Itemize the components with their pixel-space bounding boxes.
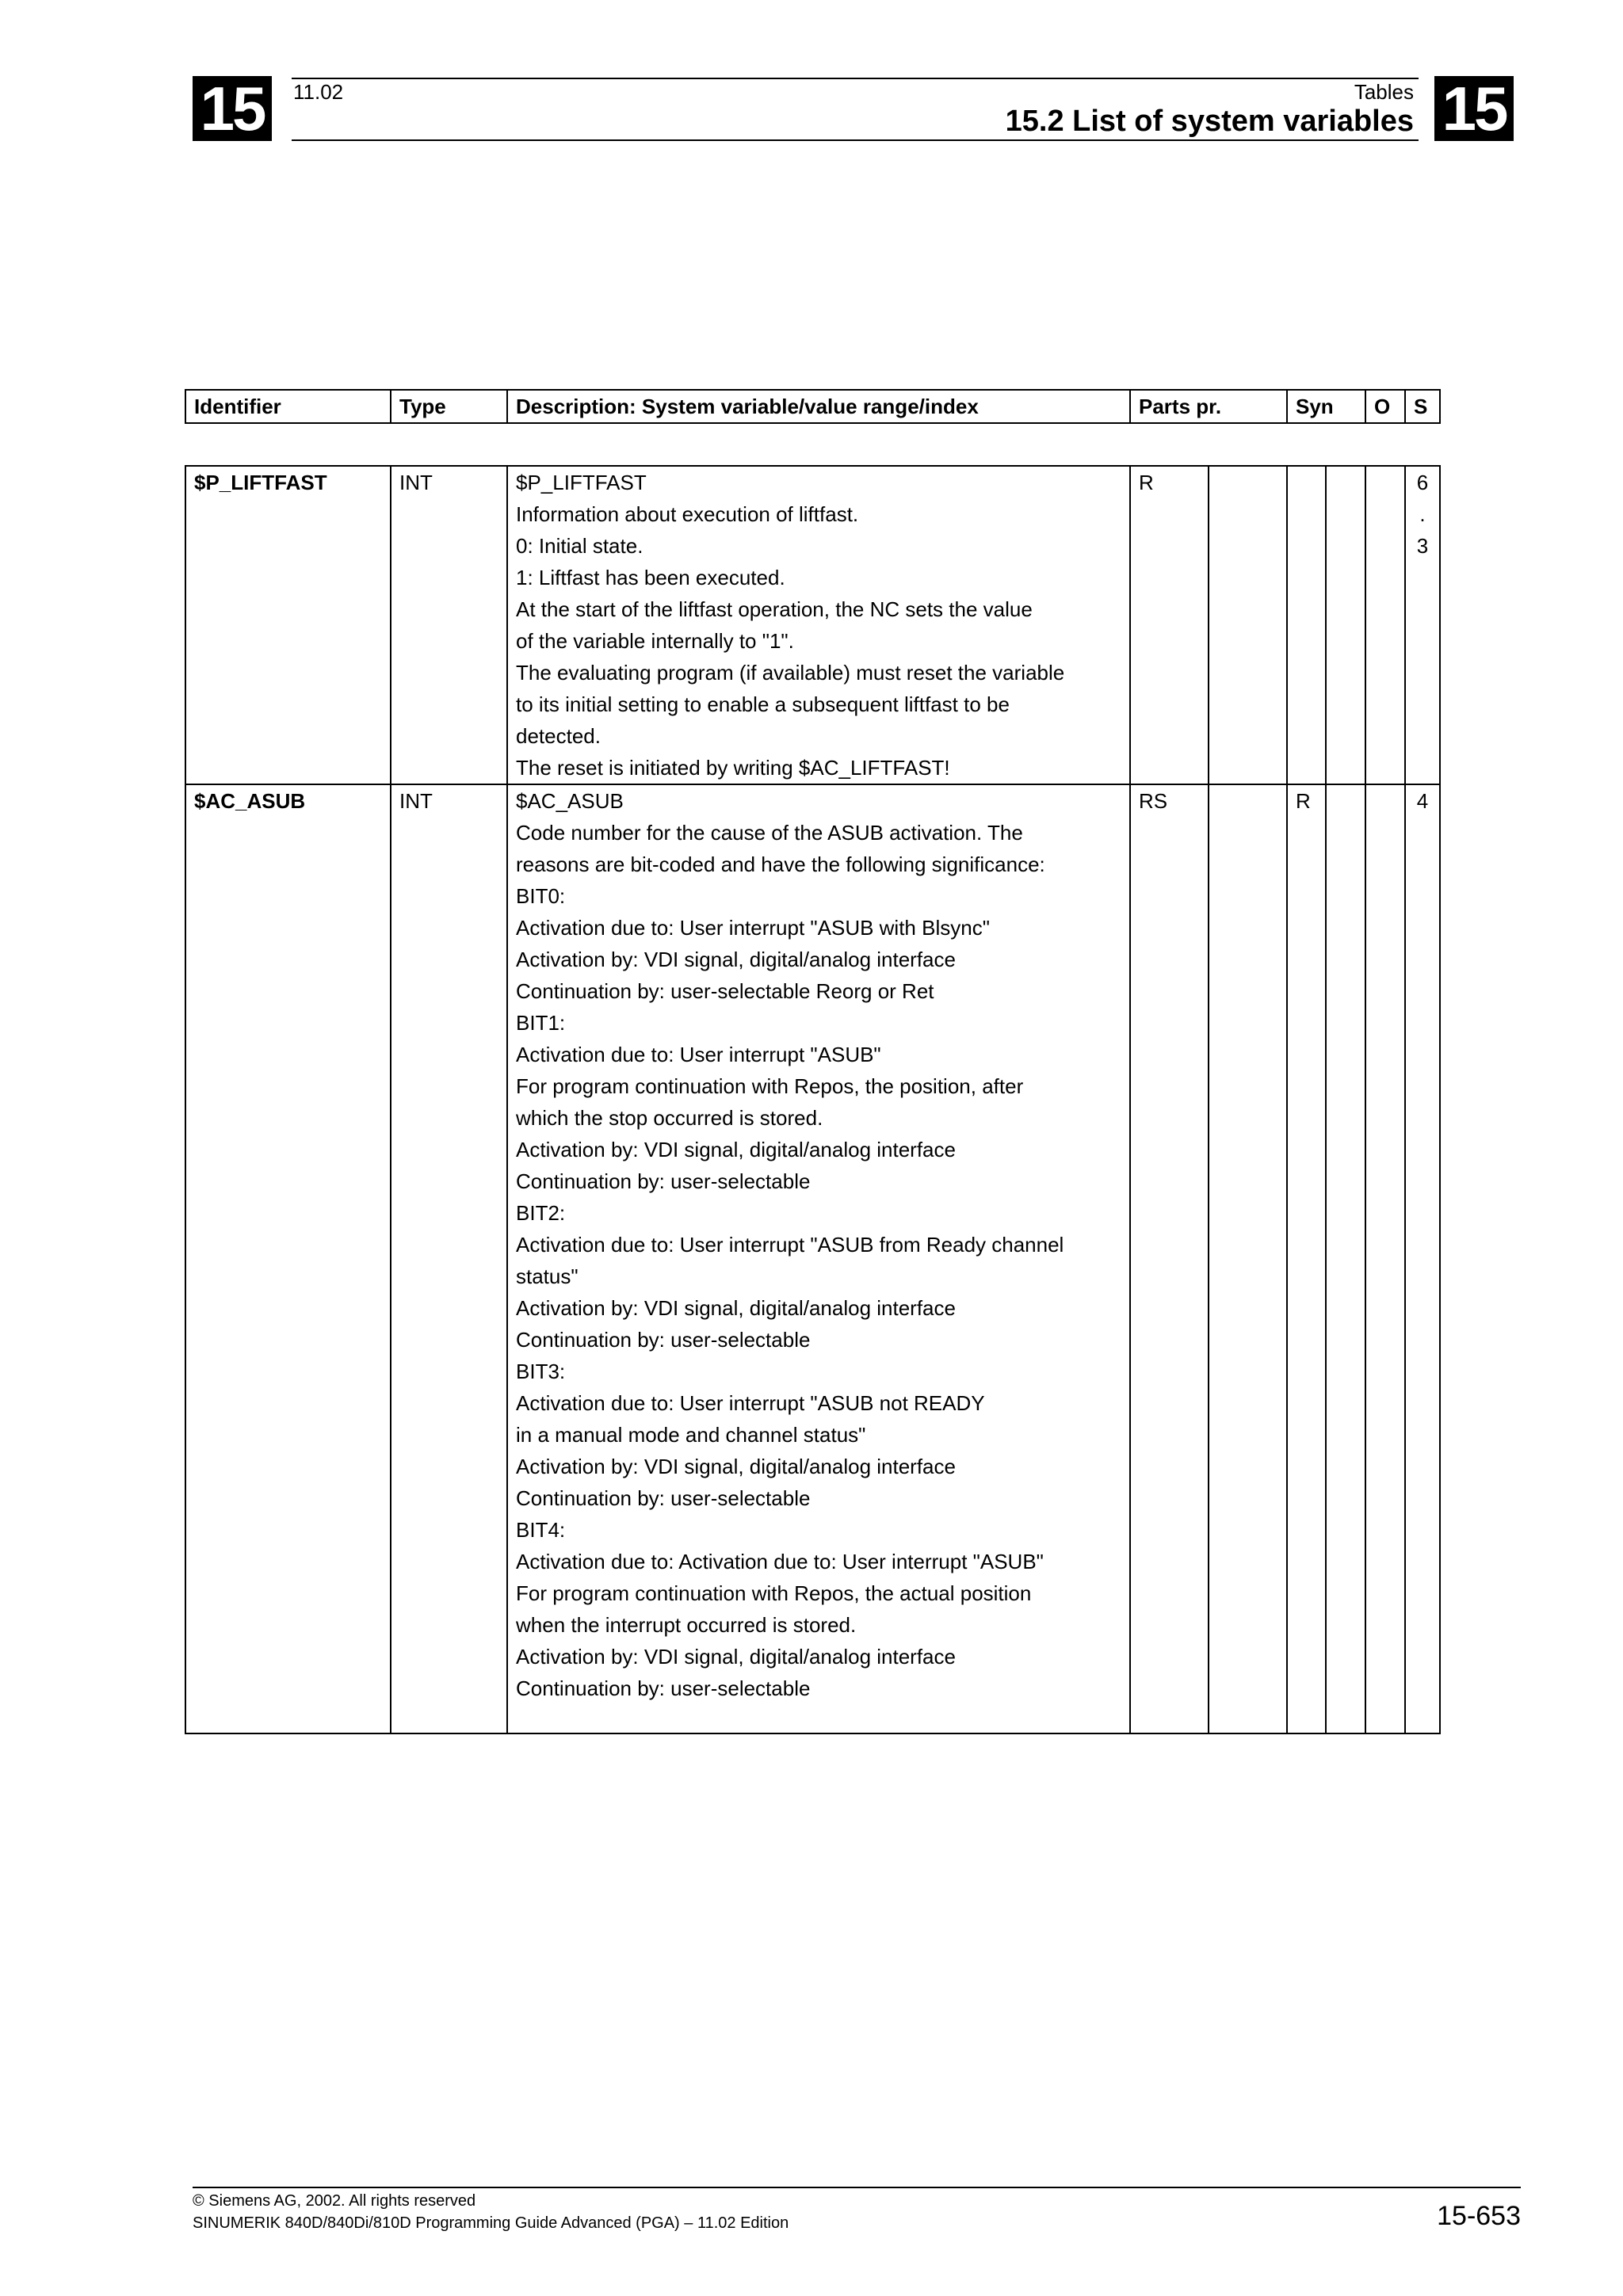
description-line: BIT1: [516,1011,566,1035]
o-cell [1365,466,1405,784]
type-cell: INT [391,466,507,784]
description-line: For program continuation with Repos, the position, after [516,1074,1024,1098]
description-line: Activation by: VDI signal, digital/analog interface [516,1138,956,1161]
description-line: in a manual mode and channel status" [516,1423,866,1447]
description-line: Continuation by: user-selectable [516,1169,811,1193]
description-line: of the variable internally to "1". [516,629,794,653]
column-header-o: O [1365,390,1405,423]
syn-subcell [1326,466,1365,784]
s-value-part: 3 [1416,534,1429,558]
column-header-type: Type [391,390,507,423]
description-line: status" [516,1264,579,1288]
description-line: Activation by: VDI signal, digital/analog interface [516,1645,956,1669]
table-row [185,466,1440,784]
description-line: Continuation by: user-selectable Reorg or Ret [516,979,934,1003]
parts-pr-cell: RS [1130,784,1209,1733]
column-header-s: S [1405,390,1440,423]
description-line: Activation by: VDI signal, digital/analog interface [516,1455,956,1478]
description-line: 0: Initial state. [516,534,643,558]
description-line: $AC_ASUB [516,789,624,813]
description-line: Information about execution of liftfast. [516,502,859,526]
footer-document-title: SINUMERIK 840D/840Di/810D Programming Guide Advanced (PGA) – 11.02 Edition [193,2214,789,2232]
s-cell [1405,784,1440,1733]
column-header-parts-pr: Parts pr. [1130,390,1287,423]
description-line: to its initial setting to enable a subsequent liftfast to be [516,692,1010,716]
description-line: Continuation by: user-selectable [516,1676,811,1700]
identifier-cell: $P_LIFTFAST [185,466,391,784]
description-line: BIT2: [516,1201,566,1225]
identifier-cell: $AC_ASUB [185,784,391,1733]
description-line: BIT3: [516,1360,566,1383]
page-number: 15-653 [1437,2201,1521,2231]
description-cell [507,784,1130,1733]
description-line: Activation by: VDI signal, digital/analog interface [516,1296,956,1320]
column-header-syn: Syn [1287,390,1365,423]
description-line: Activation due to: User interrupt "ASUB" [516,1043,881,1066]
description-line: Activation due to: User interrupt "ASUB with Blsync" [516,916,990,940]
description-line: Continuation by: user-selectable [516,1486,811,1510]
s-cell [1405,466,1440,784]
syn-subcell [1326,784,1365,1733]
column-header-table [185,389,1441,424]
description-line: BIT0: [516,884,566,908]
chapter-number-badge-right: 15 [1434,76,1514,141]
chapter-number-badge: 15 [193,76,272,141]
description-line: Activation due to: User interrupt "ASUB from Ready channel [516,1233,1064,1257]
column-header-description: Description: System variable/value range/index [507,390,1130,423]
table-row [185,784,1440,1733]
description-line: The evaluating program (if available) must reset the variable [516,661,1065,685]
description-line: Activation due to: User interrupt "ASUB not READY [516,1391,985,1415]
syn-cell: R [1287,784,1326,1733]
description-line: BIT4: [516,1518,566,1542]
description-line: detected. [516,724,601,748]
footer-rule [193,2187,1521,2188]
o-cell [1365,784,1405,1733]
description-line: 1: Liftfast has been executed. [516,566,785,589]
description-line: which the stop occurred is stored. [516,1106,823,1130]
column-header-identifier: Identifier [185,390,391,423]
description-line: Activation due to: Activation due to: User interrupt "ASUB" [516,1550,1044,1573]
parts-pr-subcell [1209,784,1287,1733]
syn-cell [1287,466,1326,784]
description-line: Continuation by: user-selectable [516,1328,811,1352]
header-date: 11.02 [293,80,344,104]
s-value-part: 6 [1416,471,1429,494]
page-title: 15.2 List of system variables [1005,105,1414,138]
parts-pr-cell: R [1130,466,1209,784]
header-rule-top [292,78,1419,79]
description-line: For program continuation with Repos, the actual position [516,1581,1032,1605]
type-cell: INT [391,784,507,1733]
s-value-part: 4 [1416,789,1429,813]
description-cell [507,466,1130,784]
description-line: reasons are bit-coded and have the following significance: [516,852,1045,876]
description-line: The reset is initiated by writing $AC_LIFTFAST! [516,756,950,780]
description-line: when the interrupt occurred is stored. [516,1613,857,1637]
description-line: Code number for the cause of the ASUB activation. The [516,821,1023,845]
header-section-label: Tables [1354,80,1414,104]
footer-copyright: © Siemens AG, 2002. All rights reserved [193,2192,476,2210]
system-variables-table [185,465,1441,1734]
description-line: At the start of the liftfast operation, the NC sets the value [516,597,1033,621]
s-value-part: . [1419,502,1426,526]
parts-pr-subcell [1209,466,1287,784]
description-line: Activation by: VDI signal, digital/analog interface [516,948,956,971]
header-rule-bottom [292,139,1419,141]
description-line: $P_LIFTFAST [516,471,647,494]
